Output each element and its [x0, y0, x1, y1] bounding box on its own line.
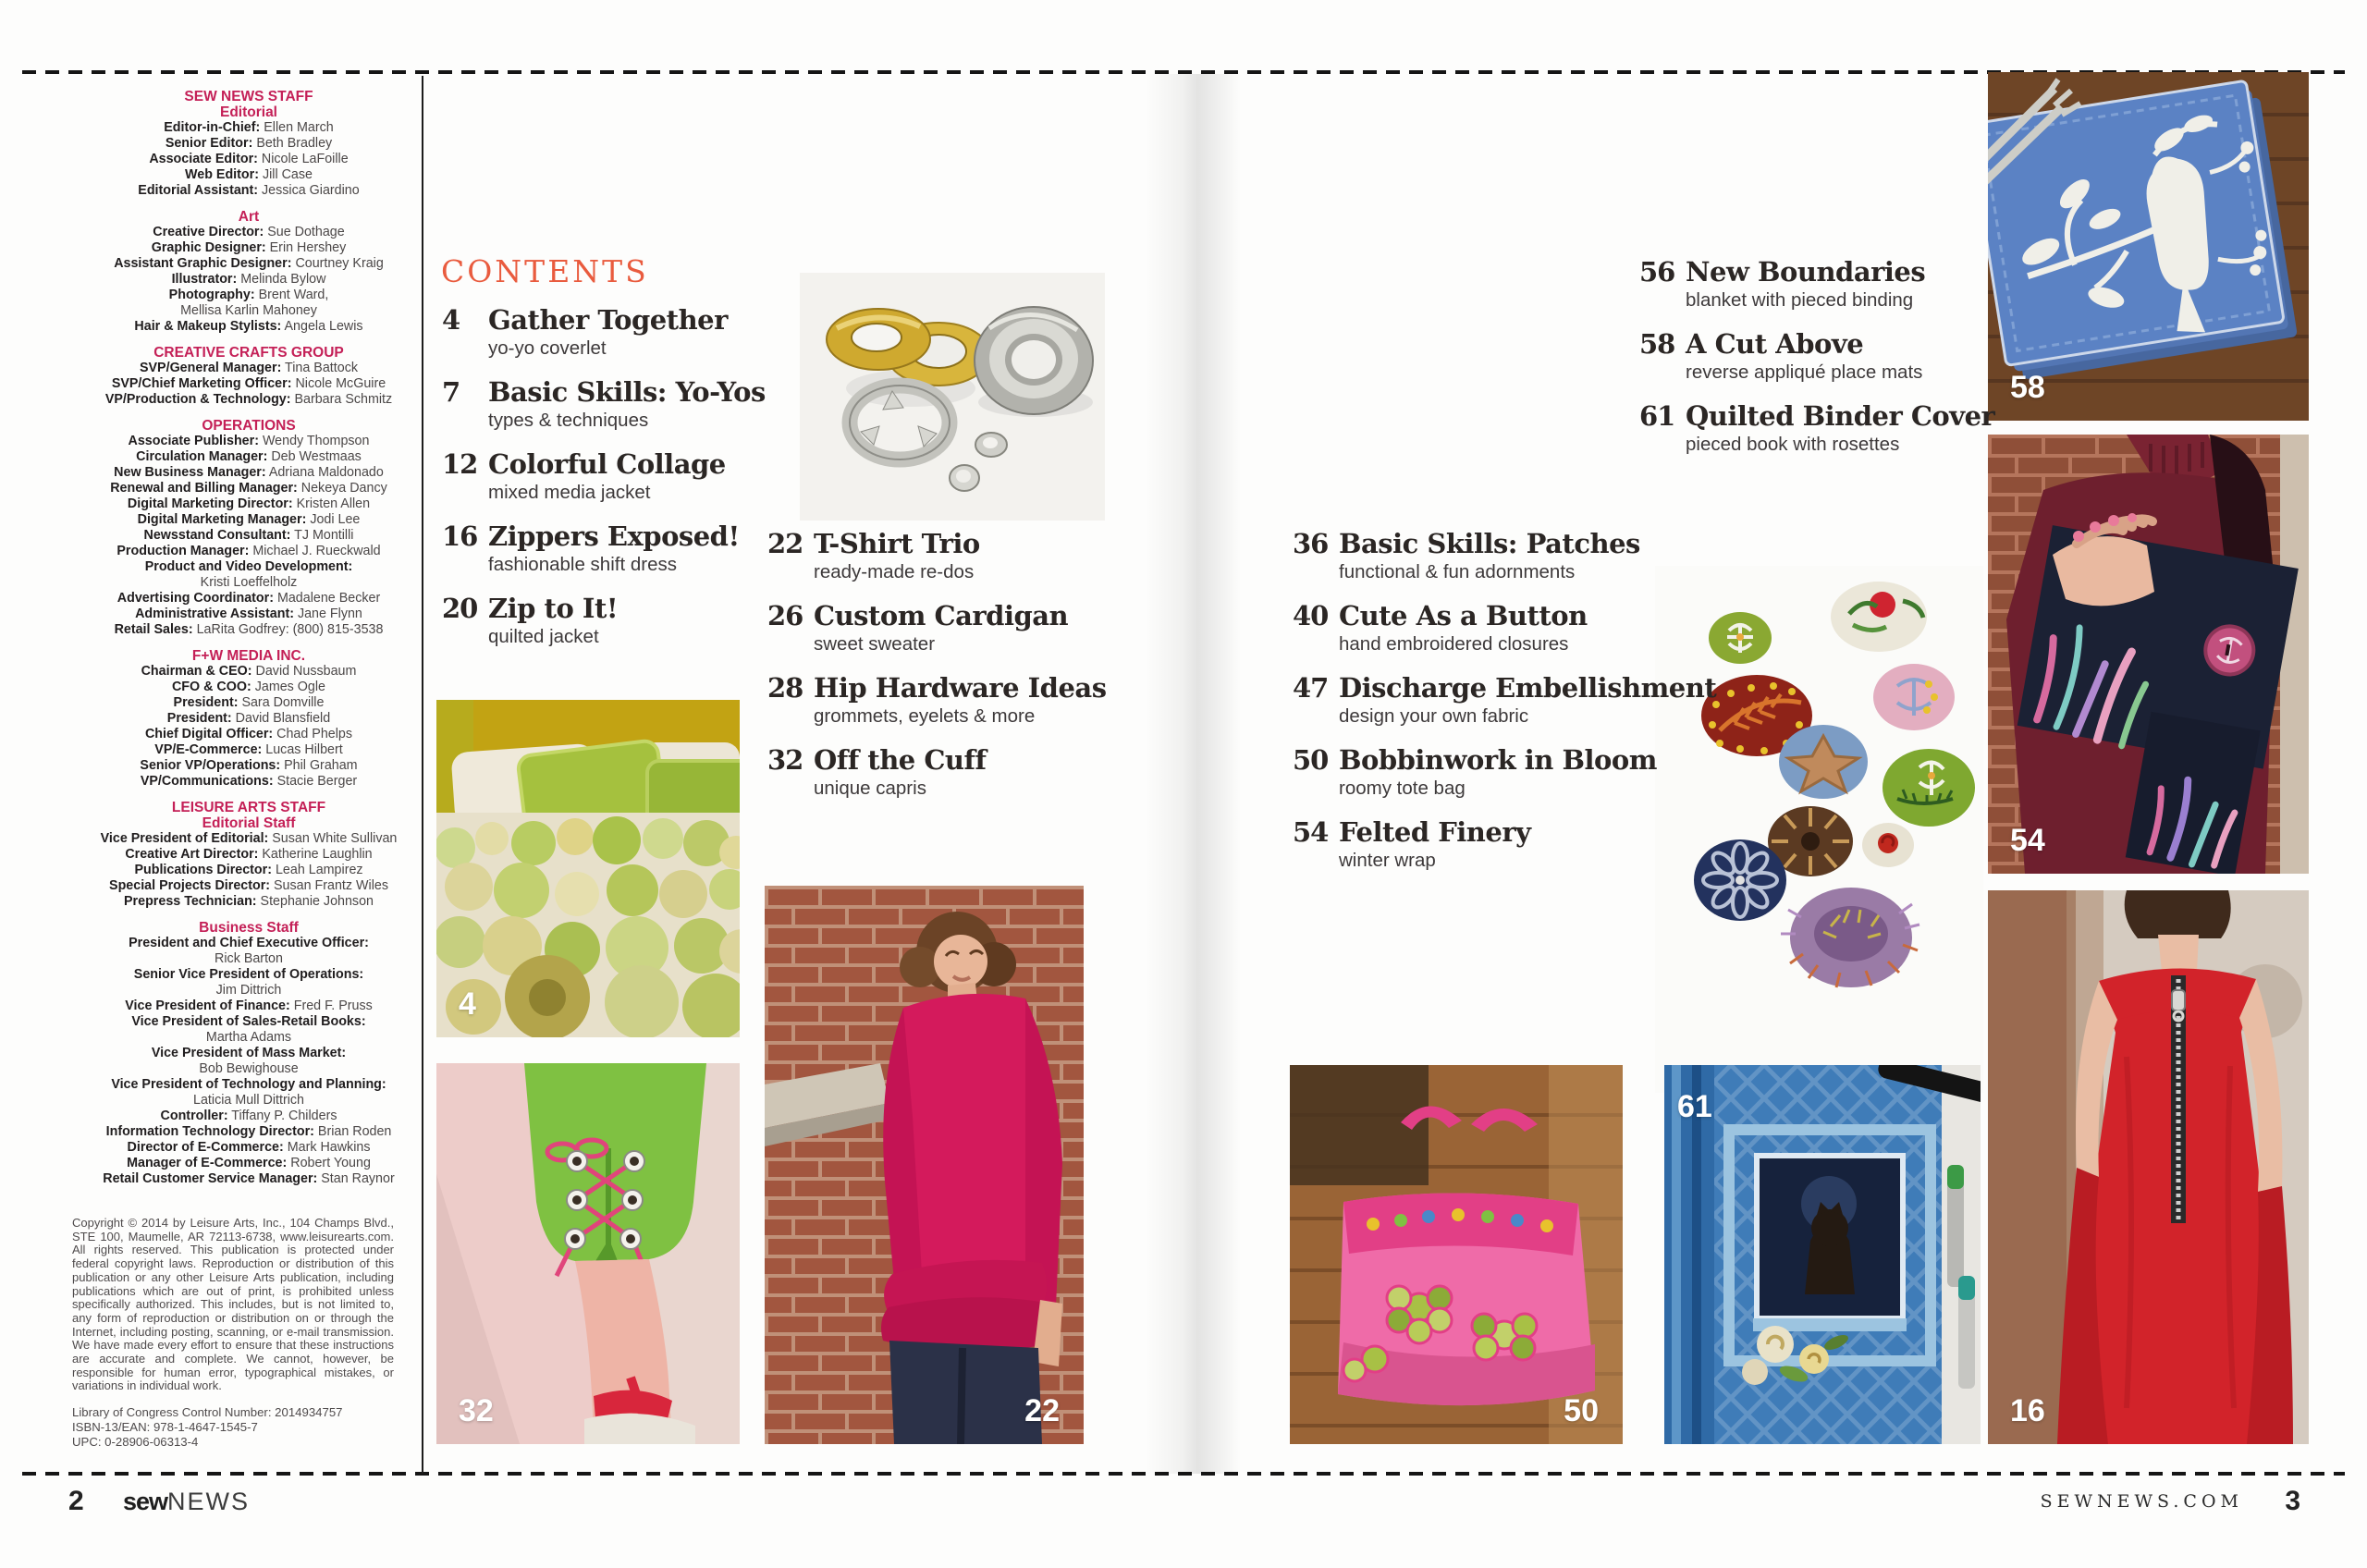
masthead-heading: SEW NEWS STAFF	[184, 89, 313, 104]
silver-grommet-icon	[975, 307, 1093, 414]
sew-news-logo	[123, 1488, 250, 1516]
toc-page-number: 7	[442, 376, 460, 408]
masthead-line: Photography: Brent Ward,	[168, 288, 329, 302]
toc-entry-title: Basic Skills: Yo-Yos	[488, 376, 766, 408]
toc-entry-subtitle: mixed media jacket	[488, 482, 651, 503]
toc-entry-title: Felted Finery	[1339, 816, 1531, 848]
toc-entry-body	[488, 377, 766, 432]
masthead-subheading: Art	[238, 209, 260, 225]
toc-entry-subtitle: roomy tote bag	[1339, 778, 1466, 799]
toc-entry-title: Off the Cuff	[814, 744, 987, 776]
toc-entry-title: Basic Skills: Patches	[1339, 528, 1640, 559]
toc-entry-subtitle: types & techniques	[488, 410, 649, 431]
masthead-line: Manager of E-Commerce: Robert Young	[127, 1156, 371, 1170]
masthead-line: Assistant Graphic Designer: Courtney Kraig	[114, 256, 384, 271]
toc-entry-title: Quilted Binder Cover	[1686, 400, 1995, 432]
masthead-line: Digital Marketing Director: Kristen Allen	[127, 496, 371, 511]
masthead-line: VP/Production & Technology: Barbara Schmitz	[104, 392, 393, 407]
coverlet-illustration	[436, 700, 740, 1037]
masthead-subheading: Editorial	[219, 104, 277, 120]
photo-tshirt-trio	[765, 886, 1084, 1444]
masthead-line: Associate Publisher: Wendy Thompson	[128, 434, 370, 448]
masthead-line: President: Sara Domville	[173, 695, 325, 710]
toc-entry-body	[488, 594, 618, 648]
masthead-line: Hair & Makeup Stylists: Angela Lewis	[134, 319, 363, 334]
toc-entry-body	[814, 529, 980, 583]
toc-entry	[767, 529, 1091, 583]
photo-tote-bag	[1290, 1065, 1623, 1444]
button-green-fern	[1883, 749, 1975, 827]
dress-illustration	[1988, 890, 2309, 1444]
toc-entry-subtitle: ready-made re-dos	[814, 561, 975, 582]
toc-entry-title: A Cut Above	[1686, 328, 1864, 360]
masthead-line: Advertising Coordinator: Madalene Becker	[117, 591, 381, 606]
masthead-line: SVP/General Manager: Tina Battock	[139, 361, 358, 375]
toc-page-number: 61	[1639, 400, 1675, 432]
toc-entry-title: Bobbinwork in Bloom	[1339, 744, 1657, 776]
masthead-line: Creative Art Director: Katherine Laughlin	[125, 847, 373, 862]
toc-entry-title: Cute As a Button	[1339, 600, 1588, 631]
masthead-line: Production Manager: Michael J. Rueckwald	[117, 544, 381, 558]
masthead-line: Editorial Assistant: Jessica Giardino	[138, 183, 360, 198]
toc-entry-subtitle: design your own fabric	[1339, 705, 1529, 727]
toc-entry-body	[1339, 745, 1657, 800]
toc-entry-title: Colorful Collage	[488, 448, 726, 480]
toc-entry-subtitle: fashionable shift dress	[488, 554, 677, 575]
masthead-line: Special Projects Director: Susan Frantz Wiles	[109, 878, 388, 893]
photo-page-number: 50	[1564, 1393, 1599, 1428]
toc-entry	[1639, 257, 1991, 312]
masthead-subheading: Editorial Staff	[202, 815, 296, 831]
toc-page-number: 40	[1293, 600, 1329, 631]
toc-entry-subtitle: blanket with pieced binding	[1686, 289, 1914, 311]
toc-entry-title: Zip to It!	[488, 593, 619, 624]
masthead-line: Vice President of Sales-Retail Books:	[131, 1014, 366, 1029]
toc-entry	[767, 672, 1107, 728]
masthead-heading: LEISURE ARTS STAFF	[171, 800, 326, 815]
toc-entry-body	[814, 673, 1107, 728]
toc-entry-subtitle: functional & fun adornments	[1339, 561, 1576, 582]
masthead-line: New Business Manager: Adriana Maldonado	[114, 465, 384, 480]
toc-entry	[442, 305, 766, 360]
copyright-text: Copyright © 2014 by Leisure Arts, Inc., 104 Champs Blvd., STE 100, Maumelle, AR 72113-6738, www.leisurearts.com. All rights reserved. This publication is protected under federal copyright laws. Reproduction or distribution of this publication or any other Leisure Arts publication, including publications which are out of print, is prohibited unless specifically authorized. This includes, but is not limited to, any form of reproduction or distribution on or through the Internet, including posting, scanning, or e-mail transmission. We have made every effort to ensure that these instructions are accurate and complete. We cannot, however, be responsible for human error, typographical mistakes, or variations in individual work.	[72, 1216, 394, 1393]
toc-page-number: 22	[767, 528, 803, 559]
masthead-line: President and Chief Executive Officer:	[129, 936, 369, 950]
masthead-line: Rick Barton	[215, 951, 283, 966]
photo-page-number: 32	[459, 1393, 494, 1428]
masthead-line: Prepress Technician: Stephanie Johnson	[124, 894, 374, 909]
photo-place-mat	[1988, 72, 2309, 421]
toc-entry	[1293, 601, 1662, 655]
toc-entry	[442, 377, 766, 432]
tote-illustration	[1290, 1065, 1623, 1444]
toc-entry-body	[1339, 817, 1530, 872]
masthead-line: Senior Vice President of Operations:	[133, 967, 364, 982]
button-white-rose	[1831, 582, 1927, 652]
toc-entry	[1639, 400, 1995, 456]
masthead-heading: F+W MEDIA INC.	[191, 648, 306, 664]
toc-page-number: 28	[767, 672, 803, 704]
toc-entry-title: Discharge Embellishment	[1339, 672, 1717, 704]
toc-entry-body	[488, 305, 728, 360]
buttons-illustration	[1655, 566, 1983, 1093]
legal-block	[72, 1405, 343, 1450]
wrap-illustration	[1988, 435, 2309, 874]
masthead-section	[72, 418, 425, 638]
button-pink-flower	[1873, 664, 1955, 730]
page-gutter-shadow	[1145, 74, 1241, 1474]
masthead-line: Mellisa Karlin Mahoney	[180, 303, 317, 318]
masthead-section	[72, 920, 425, 1187]
masthead-line: Information Technology Director: Brian Roden	[105, 1124, 392, 1139]
toc-page-number: 26	[767, 600, 803, 631]
masthead-line: Chief Digital Officer: Chad Phelps	[144, 727, 353, 741]
masthead-line: Senior VP/Operations: Phil Graham	[140, 758, 358, 773]
toc-entry-body	[1686, 401, 1994, 456]
logo-news: NEWS	[167, 1488, 251, 1515]
masthead-line: Web Editor: Jill Case	[185, 167, 313, 182]
toc-entry-subtitle: sweet sweater	[814, 633, 936, 655]
toc-page-number: 16	[442, 521, 478, 552]
left-page-number: 2	[68, 1486, 84, 1516]
toc-page-number: 56	[1639, 256, 1675, 288]
masthead-subheading: Business Staff	[199, 920, 299, 936]
toc-entry-body	[1686, 329, 1922, 384]
toc-entry	[442, 594, 766, 648]
toc-entry-title: Gather Together	[488, 304, 728, 336]
photo-page-number: 22	[1024, 1393, 1060, 1428]
masthead-line: Retail Sales: LaRita Godfrey: (800) 815-3538	[114, 622, 384, 637]
masthead-line: Chairman & CEO: David Nussbaum	[141, 664, 357, 679]
toc-page-number: 47	[1293, 672, 1329, 704]
toc-entry	[1293, 817, 1662, 872]
toc-entry-title: T-Shirt Trio	[814, 528, 980, 559]
toc-entry	[1293, 672, 1717, 728]
upc-line: UPC: 0-28906-06313-4	[72, 1435, 199, 1449]
toc-entry	[767, 745, 1091, 800]
toc-entry-subtitle: yo-yo coverlet	[488, 337, 607, 359]
photo-page-number: 16	[2010, 1393, 2045, 1428]
toc-entry-subtitle: pieced book with rosettes	[1686, 434, 1900, 455]
photo-buttons	[1655, 566, 1983, 1093]
toc-entry-subtitle: hand embroidered closures	[1339, 633, 1569, 655]
toc-page-number: 20	[442, 593, 478, 624]
masthead-line: Publications Director: Leah Lampirez	[134, 863, 363, 877]
toc-page-number: 32	[767, 744, 803, 776]
masthead-line: Renewal and Billing Manager: Nekeya Dancy	[110, 481, 387, 496]
contents-title: contents	[441, 242, 649, 293]
masthead-line: Vice President of Technology and Planning:	[111, 1077, 386, 1092]
photo-yoyo-coverlet	[436, 700, 740, 1037]
isbn-line: ISBN-13/EAN: 978-1-4647-1545-7	[72, 1420, 258, 1434]
masthead-line: CFO & COO: James Ogle	[171, 680, 326, 694]
toc-column-2	[767, 528, 1107, 817]
placemat-illustration	[1988, 72, 2309, 421]
photo-quilted-binder	[1664, 1065, 1981, 1444]
cat-window-applique	[1753, 1156, 1907, 1331]
masthead-line: VP/E-Commerce: Lucas Hilbert	[154, 742, 343, 757]
toc-page-number: 4	[442, 304, 460, 336]
photo-zipper-dress	[1988, 890, 2309, 1444]
tshirt-illustration	[765, 886, 1084, 1444]
masthead-line: SVP/Chief Marketing Officer: Nicole McGuire	[111, 376, 386, 391]
photo-grommets	[800, 273, 1105, 521]
loc-control-number: Library of Congress Control Number: 2014934757	[72, 1405, 343, 1419]
masthead-line: Jim Dittrich	[215, 983, 282, 998]
toc-column-4	[1639, 256, 1995, 473]
button-green-daisy	[1709, 612, 1772, 664]
toc-entry-subtitle: winter wrap	[1339, 850, 1436, 871]
toc-entry	[1293, 745, 1662, 800]
toc-entry-body	[1686, 257, 1925, 312]
masthead-line: Administrative Assistant: Jane Flynn	[135, 606, 362, 621]
masthead-line: Controller: Tiffany P. Childers	[160, 1109, 337, 1123]
button-cream-rose	[1862, 823, 1914, 867]
toc-page-number: 12	[442, 448, 478, 480]
masthead-line: Vice President of Finance: Fred F. Pruss	[125, 998, 373, 1013]
blue-mat	[1988, 79, 2298, 382]
logo-sew: sew	[123, 1488, 168, 1515]
masthead-line: Kristi Loeffelholz	[200, 575, 298, 590]
toc-entry-body	[1339, 529, 1640, 583]
toc-entry-body	[1339, 673, 1716, 728]
toc-entry-title: Custom Cardigan	[814, 600, 1069, 631]
toc-entry-body	[814, 745, 986, 800]
toc-entry	[767, 601, 1091, 655]
toc-entry-title: New Boundaries	[1686, 256, 1926, 288]
button-blue-star	[1779, 725, 1868, 799]
button-navy-snowflake	[1694, 839, 1786, 921]
masthead-section	[72, 345, 425, 408]
masthead-line: Digital Marketing Manager: Jodi Lee	[137, 512, 361, 527]
masthead-line: VP/Communications: Stacie Berger	[140, 774, 358, 789]
toc-entry-title: Zippers Exposed!	[488, 521, 740, 552]
photo-capris	[436, 1063, 740, 1444]
exposed-zipper	[2171, 975, 2186, 1223]
masthead-line: Senior Editor: Beth Bradley	[165, 136, 333, 151]
toc-entry-subtitle: grommets, eyelets & more	[814, 705, 1036, 727]
masthead-section	[72, 209, 425, 335]
masthead-heading: OPERATIONS	[202, 418, 296, 434]
toc-entry-subtitle: unique capris	[814, 778, 926, 799]
toc-page-number: 50	[1293, 744, 1329, 776]
toc-column-1	[442, 305, 766, 666]
right-page-number: 3	[2285, 1486, 2300, 1516]
masthead-section	[72, 800, 425, 910]
masthead-line: Retail Customer Service Manager: Stan Raynor	[103, 1171, 395, 1186]
photo-page-number: 4	[459, 986, 476, 1022]
toc-entry	[1639, 329, 1991, 384]
capris-illustration	[436, 1063, 740, 1444]
toc-page-number: 54	[1293, 816, 1329, 848]
masthead-line: President: David Blansfield	[166, 711, 331, 726]
masthead-line: Director of E-Commerce: Mark Hawkins	[127, 1140, 371, 1155]
toc-entry-body	[1339, 601, 1588, 655]
masthead-line: Newsstand Consultant: TJ Montilli	[143, 528, 354, 543]
masthead-line: Vice President of Editorial: Susan White Sullivan	[100, 831, 398, 846]
masthead-line: Martha Adams	[205, 1030, 292, 1045]
photo-page-number: 58	[2010, 370, 2045, 405]
photo-page-number: 61	[1677, 1089, 1712, 1124]
masthead-section	[72, 89, 425, 199]
masthead-line: Circulation Manager: Deb Westmaas	[136, 449, 362, 464]
masthead-line: Editor-in-Chief: Ellen March	[164, 120, 334, 135]
toc-entry-body	[488, 521, 740, 576]
toc-column-3	[1293, 528, 1717, 889]
masthead-line: Bob Bewighouse	[199, 1061, 299, 1076]
toc-entry-subtitle: reverse appliqué place mats	[1686, 361, 1923, 383]
toc-page-number: 36	[1293, 528, 1329, 559]
masthead-line: Product and Video Development:	[144, 559, 353, 574]
website-url: SEWNEWS.COM	[2040, 1491, 2243, 1512]
masthead-line: Creative Director: Sue Dothage	[153, 225, 345, 239]
toc-entry	[1293, 529, 1662, 583]
masthead-line: Laticia Mull Dittrich	[193, 1093, 304, 1108]
photo-felted-wrap	[1988, 435, 2309, 874]
toc-entry-subtitle: quilted jacket	[488, 626, 599, 647]
masthead-line: Illustrator: Melinda Bylow	[171, 272, 326, 287]
masthead-line: Vice President of Mass Market:	[151, 1046, 347, 1060]
toc-entry-body	[488, 449, 726, 504]
toc-entry-title: Hip Hardware Ideas	[814, 672, 1107, 704]
masthead-section	[72, 648, 425, 790]
photo-page-number: 54	[2010, 823, 2045, 858]
toc-entry	[442, 521, 766, 576]
grommets-illustration	[800, 273, 1105, 521]
toc-page-number: 58	[1639, 328, 1675, 360]
toc-entry-body	[814, 601, 1068, 655]
masthead-heading: CREATIVE CRAFTS GROUP	[153, 345, 344, 361]
masthead	[72, 89, 425, 1197]
masthead-line: Graphic Designer: Erin Hershey	[151, 240, 347, 255]
masthead-line: Associate Editor: Nicole LaFoille	[149, 152, 349, 166]
toc-entry	[442, 449, 766, 504]
